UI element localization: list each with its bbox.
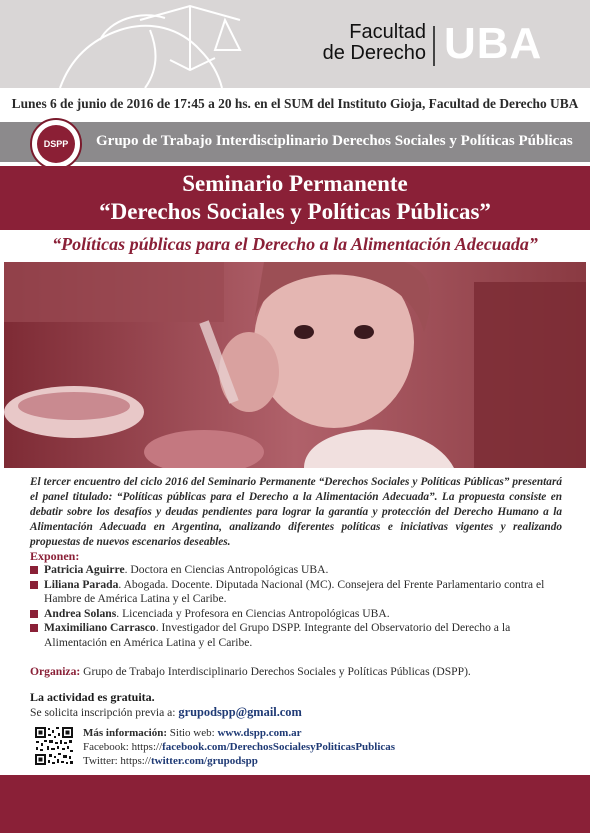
event-description: El tercer encuentro del ciclo 2016 del Seminario Permanente “Derechos Sociales y Políticas Públicas” presentará el panel titulado: “Políticas públicas para el Derecho a la Alimentación Adecuada”. La propuesta consiste en debatir sobre los desafíos y deudas pendientes para lograr la garantía y protección del Derecho Humano a la Alimentación Adecuada en Argentina, analizando diferentes políticas e iniciativas vigentes y realizando propuestas de nuevos escenarios deseables. [30,476,562,548]
faculty-line-2: de Derecho [322,42,426,64]
speaker-bio: . Doctora en Ciencias Antropológicas UBA. [124,563,329,576]
speaker-name: Patricia Aguirre [44,563,125,576]
seal-text: DSPP [37,125,75,163]
seminar-line-2: “Derechos Sociales y Políticas Públicas” [99,199,491,224]
speaker-bio: . Licenciada y Profesora en Ciencias Antropológicas UBA. [116,606,390,620]
twitter-link[interactable]: twitter.com/grupodspp [150,755,258,767]
speaker-item [30,563,570,578]
header-banner [0,0,590,88]
free-activity-note: La actividad es gratuita. [30,690,155,704]
twitter-line [83,754,395,768]
facebook-line [83,740,395,754]
seminar-line-1: Seminario Permanente [182,171,408,196]
speaker-item [30,621,570,650]
speaker-name: Liliana Parada [44,577,119,591]
speaker-item [30,607,570,622]
qr-code-icon[interactable] [34,726,74,766]
organizer-label: Organiza: [30,665,81,678]
footer-bar [0,775,590,833]
faculty-name [308,22,426,64]
speakers-list [30,563,570,651]
bullet-square-icon [30,610,38,618]
website-link[interactable]: www.dspp.com.ar [217,727,302,739]
speaker-bio: . Abogada. Docente. Diputada Nacional (MC). Consejera del Frente Parlamentario contra el Hambre de América Latina y el Caribe. [44,577,545,606]
bullet-square-icon [30,566,38,574]
faculty-line-1: Facultad [349,21,426,43]
registration-text: Se solicita inscripción previa a: [30,706,179,719]
more-info-label: Más información: [83,727,168,739]
photo-illustration [4,262,586,468]
dspp-seal-logo [30,118,82,170]
twitter-label: Twitter: https:// [83,755,151,767]
group-title: Grupo de Trabajo Interdisciplinario Derechos Sociales y Políticas Públicas [96,133,573,149]
organizer-text: Grupo de Trabajo Interdisciplinario Derechos Sociales y Políticas Públicas (DSPP). [80,665,471,678]
speaker-bio: . Investigador del Grupo DSPP. Integrante del Observatorio del Derecho a la Alimentación en América Latina y el Caribe. [44,621,511,649]
web-line [83,726,395,740]
more-info-block [83,726,395,768]
speakers-heading: Exponen: [30,549,80,563]
speaker-name: Andrea Solans [44,606,117,620]
justice-sketch-illustration [40,0,270,88]
registration-email-link[interactable]: grupodspp@gmail.com [178,705,302,719]
seminar-banner [0,166,590,230]
child-eating-photo [4,262,586,468]
event-date-line: Lunes 6 de junio de 2016 de 17:45 a 20 hs. en el SUM del Instituto Gioja, Facultad de Derecho UBA [11,96,579,111]
speaker-name: Maximiliano Carrasco [44,621,156,635]
facebook-link[interactable]: facebook.com/DerechosSocialesyPoliticasPublicas [162,741,396,753]
speaker-item [30,578,570,607]
bullet-square-icon [30,581,38,589]
registration-line [30,705,302,720]
facebook-label: Facebook: https:// [83,741,163,753]
bullet-square-icon [30,624,38,632]
web-label: Sitio web: [167,727,218,739]
organizer-line [30,665,570,678]
uba-logo-text: UBA [444,19,543,68]
header-divider [433,26,435,66]
panel-subtitle: “Políticas públicas para el Derecho a la Alimentación Adecuada” [52,234,538,254]
